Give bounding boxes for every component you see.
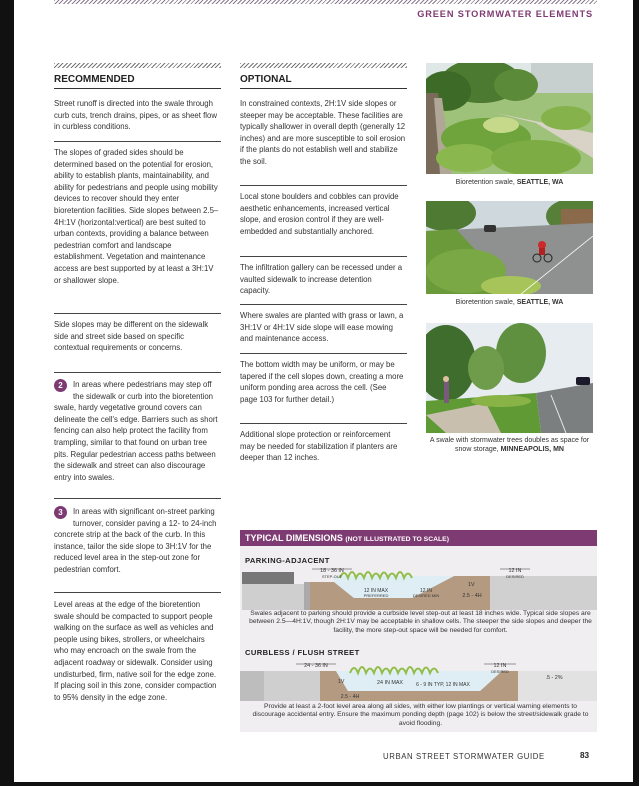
dimensions-title-note: (NOT ILLUSTRATED TO SCALE) <box>345 536 449 543</box>
optional-paragraph-6: Additional slope protection or reinforcement may be needed for stabilization if planters are deeper than 12 inches. <box>240 430 398 463</box>
recommended-heading-block <box>54 63 221 89</box>
curbless-note: Provide at least a 2-foot level area along all sides, with either low plantings or vertical warning elements to discourage accidental entry. Ensure the maximum ponding depth (page 102) is below the street/sidewalk grade to avoid flooding. <box>252 703 589 727</box>
dim-desired-sub: DESIRED <box>491 669 509 674</box>
caption-place: MINNEAPOLIS, MN <box>500 446 564 453</box>
typical-dimensions-panel <box>240 530 597 732</box>
recommended-paragraph-2: The slopes of graded sides should be determined based on the potential for erosion, ability to establish plants, maintainability, and ability for pedestrians and people using mobility devices to recover should they enter bioretention facilities. Side slopes between 2.5–4H:1V (horizontal:vertical) are best suited to urban contexts, providing a balance between pedestrian comfort and landscape establishment. Vegetation and maintenance access are best supported by at least a 3H:1V or shallower slope. <box>54 148 219 285</box>
recommended-paragraph-4 <box>54 379 221 483</box>
heading-underline <box>54 88 221 89</box>
step-number-badge: 3 <box>54 506 67 519</box>
optional-paragraph-5: The bottom width may be uniform, or may be tapered if the cell slopes down, creating a more uniform ponding area across the cell. (See page 103 for further detail.) <box>240 360 404 404</box>
optional-paragraph-4: Where swales are planted with grass or lawn, a 3H:1V or 4H:1V side slope will ease mowing and maintenance access. <box>240 311 404 344</box>
dim-max-sub: PREFERRED <box>363 593 389 598</box>
optional-paragraph-2: Local stone boulders and cobbles can provide aesthetic enhancements, increased vertical slope, and erosion control if they are well-embedded and substantially anchored. <box>240 192 399 236</box>
separator <box>54 592 221 593</box>
separator <box>54 498 221 499</box>
right-border <box>633 0 639 786</box>
optional-heading-block <box>240 63 407 89</box>
dim-max: 24 IN MAX <box>376 680 404 686</box>
caption-place: SEATTLE, WA <box>516 299 564 306</box>
dim-bottom: 12 IN <box>420 588 432 594</box>
photo-seattle-swale-1 <box>426 63 593 174</box>
section-header: GREEN STORMWATER ELEMENTS <box>417 9 593 19</box>
separator <box>54 372 221 373</box>
dim-stepout: 18 - 36 IN <box>320 568 344 574</box>
curbless-diagram <box>240 659 597 701</box>
photo-caption <box>426 436 593 454</box>
separator <box>240 304 407 305</box>
photo-seattle-swale-2 <box>426 201 593 294</box>
recommended-paragraph-3: Side slopes may be different on the sidewalk side and street side based on specific contextual requirements or concerns. <box>54 320 209 353</box>
dim-slope-h: 2.5 - 4H <box>340 694 360 700</box>
dim-max: 12 IN MAX <box>363 588 389 594</box>
dim-cross-slope: .5 - 2% <box>545 675 563 681</box>
recommended-heading: RECOMMENDED <box>54 74 135 85</box>
bottom-border <box>0 782 639 786</box>
page-number: 83 <box>580 751 590 760</box>
hatch-rule <box>54 63 221 68</box>
separator <box>240 185 407 186</box>
optional-paragraph-3: The infiltration gallery can be recessed under a vaulted sidewalk to increase detention capacity. <box>240 263 403 296</box>
parking-adjacent-diagram <box>240 566 597 610</box>
footer-guide-title: URBAN STREET STORMWATER GUIDE <box>383 752 545 761</box>
separator <box>54 141 221 142</box>
dim-level: 24 - 36 IN <box>304 663 328 669</box>
heading-underline <box>240 88 407 89</box>
dim-desired: 12 IN <box>508 568 522 574</box>
step-number-badge: 2 <box>54 379 67 392</box>
dim-typ: 6 - 9 IN TYP, 12 IN MAX <box>416 682 470 688</box>
separator <box>240 423 407 424</box>
hatch-rule <box>240 63 407 68</box>
optional-paragraph-1: In constrained contexts, 2H:1V side slopes or steeper may be acceptable. These facilities are typically shallower in overall depth (generally 12 inches) and are more susceptible to soil erosion if the plants do not establish well and stabilize the soil. <box>240 99 406 166</box>
dim-slope-v: 1V <box>468 582 475 588</box>
dim-stepout-sub: STEP-OUT <box>321 574 343 579</box>
caption-text: A swale with stormwater trees doubles as space for snow storage, <box>429 437 590 453</box>
recommended-paragraph-5-text: In areas with significant on-street parking turnover, consider paving a 12- to 24-inch concrete strip at the back of the curb. In this instance, tailor the side slope to 3H:1V for the reduced level area in the step-out zone for pedestrian comfort. <box>54 507 217 574</box>
typical-dimensions-title-bar <box>240 530 597 546</box>
recommended-paragraph-6: Level areas at the edge of the bioretention swale should be compacted to support people walking on the surface as well as vehicles and people using bikes, strollers, or wheelchairs who may encroach on the swale from the adjacent roadway or sidewalk. Consider using undisturbed, firm, native soil for the edge zone. If placing soil in this zone, consider compaction to 95% density in the edge zone. <box>54 600 217 702</box>
dim-bottom-sub: DESIRED MIN <box>412 593 440 598</box>
recommended-paragraph-4-text: In areas where pedestrians may step off the sidewalk or curb into the bioretention swale, hardy vegetative ground covers can delineate the cell's edge. Barriers such as short fencing can also help protect the facility from trampling, similar to that found on urban tree pits. Regular pedestrian access paths between the sidewalk and street can also discourage entry into swales. <box>54 380 218 482</box>
separator <box>240 353 407 354</box>
dim-slope-h: 2.5 - 4H <box>462 593 482 599</box>
dim-desired-sub: DESIRED <box>506 574 524 579</box>
separator <box>240 256 407 257</box>
recommended-paragraph-5 <box>54 506 221 576</box>
recommended-paragraph-1: Street runoff is directed into the swale through curb cuts, trench drains, pipes, or as sheet flow in curbless conditions. <box>54 99 217 132</box>
photo-caption <box>426 298 593 307</box>
caption-place: SEATTLE, WA <box>516 179 564 186</box>
caption-text: Bioretention swale, <box>455 299 517 306</box>
optional-heading: OPTIONAL <box>240 74 292 85</box>
left-border <box>0 0 14 786</box>
dimensions-title: TYPICAL DIMENSIONS <box>245 533 343 543</box>
top-hatch-rule <box>54 0 597 4</box>
caption-text: Bioretention swale, <box>455 179 517 186</box>
parking-adjacent-note: Swales adjacent to parking should provide a curbside level step-out at least 18 inches wide. Typical side slopes are between 2.5—4H:1V, though 2H:1V may be acceptable in shallow cells. The steeper the side slopes and deeper the facility, the more step-out space will be needed for comfort. <box>249 610 592 634</box>
dim-slope-v: 1V <box>338 679 345 685</box>
photo-caption <box>426 178 593 187</box>
separator <box>54 313 221 314</box>
dim-desired: 12 IN <box>493 663 507 669</box>
photo-minneapolis-swale <box>426 323 593 433</box>
curbless-label: CURBLESS / FLUSH STREET <box>245 648 360 657</box>
parking-adjacent-label: PARKING-ADJACENT <box>245 556 330 565</box>
